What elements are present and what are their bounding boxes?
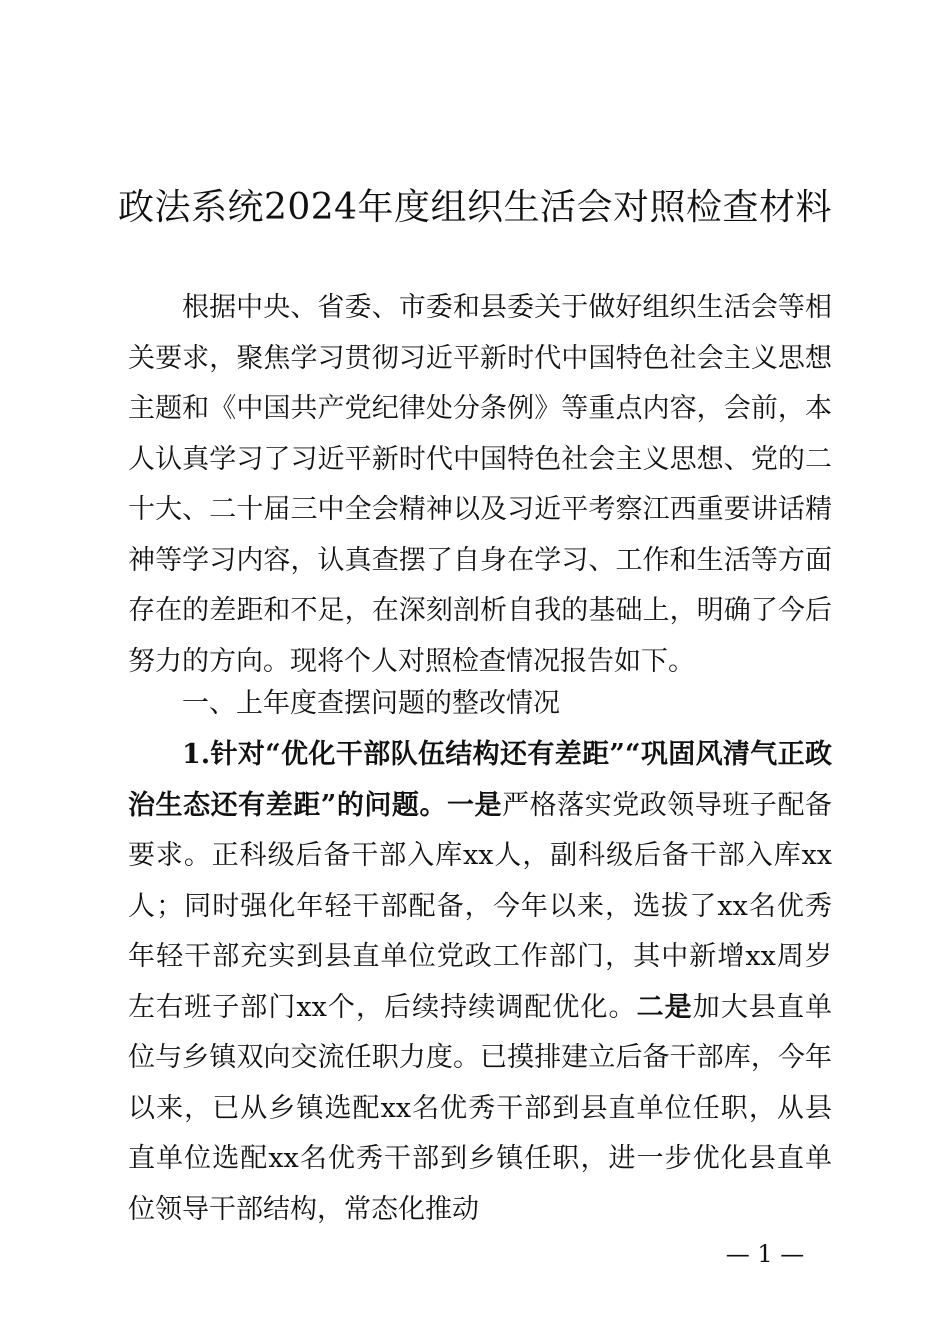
document-title: 政法系统2024年度组织生活会对照检查材料 [117,187,833,228]
item-1-paragraph [128,730,832,1235]
item-1-marker-2: 二是 [636,991,693,1023]
intro-paragraph: 根据中央、省委、市委和县委关于做好组织生活会等相关要求，聚焦学习贯彻习近平新时代中国特色社会主义思想主题和《中国共产党纪律处分条例》等重点内容，会前，本人认真学习了习近平新时代中国特色社会主义思想、党的二十大、二十届三中全会精神以及习近平考察江西重要讲话精神等学习内容，认真查摆了自身在学习、工作和生活等方面存在的差距和不足，在深刻剖析自我的基础上，明确了今后努力的方向。现将个人对照检查情况报告如下。 [128,292,832,677]
intro-section [128,283,832,687]
item-1-marker-1: 一是 [447,789,503,821]
item-1-section [128,730,832,1235]
item-1-text-2: 加大县直单位与乡镇双向交流任职力度。已摸排建立后备干部库，今年以来，已从乡镇选配xx名优秀干部到县直单位任职，从县直单位选配xx名优秀干部到乡镇任职，进一步优化县直单位领导干部结构，常态化推动 [128,991,833,1225]
item-1-bold-lead: 1.针对“优化干部队伍结构还有差距”“巩固风清气正政治生态还有差距”的问题。 [128,739,832,821]
item-1-text-1: 严格落实党政领导班子配备要求。正科级后备干部入库xx人，副科级后备干部入库xx人；同时强化年轻干部配备，今年以来，选拔了xx名优秀年轻干部充实到县直单位党政工作部门，其中新增xx周岁左右班子部门xx个，后续持续调配优化。 [128,789,833,1023]
page-number: — 1 — [725,1240,805,1268]
section-heading: 一、上年度查摆问题的整改情况 [182,688,560,719]
